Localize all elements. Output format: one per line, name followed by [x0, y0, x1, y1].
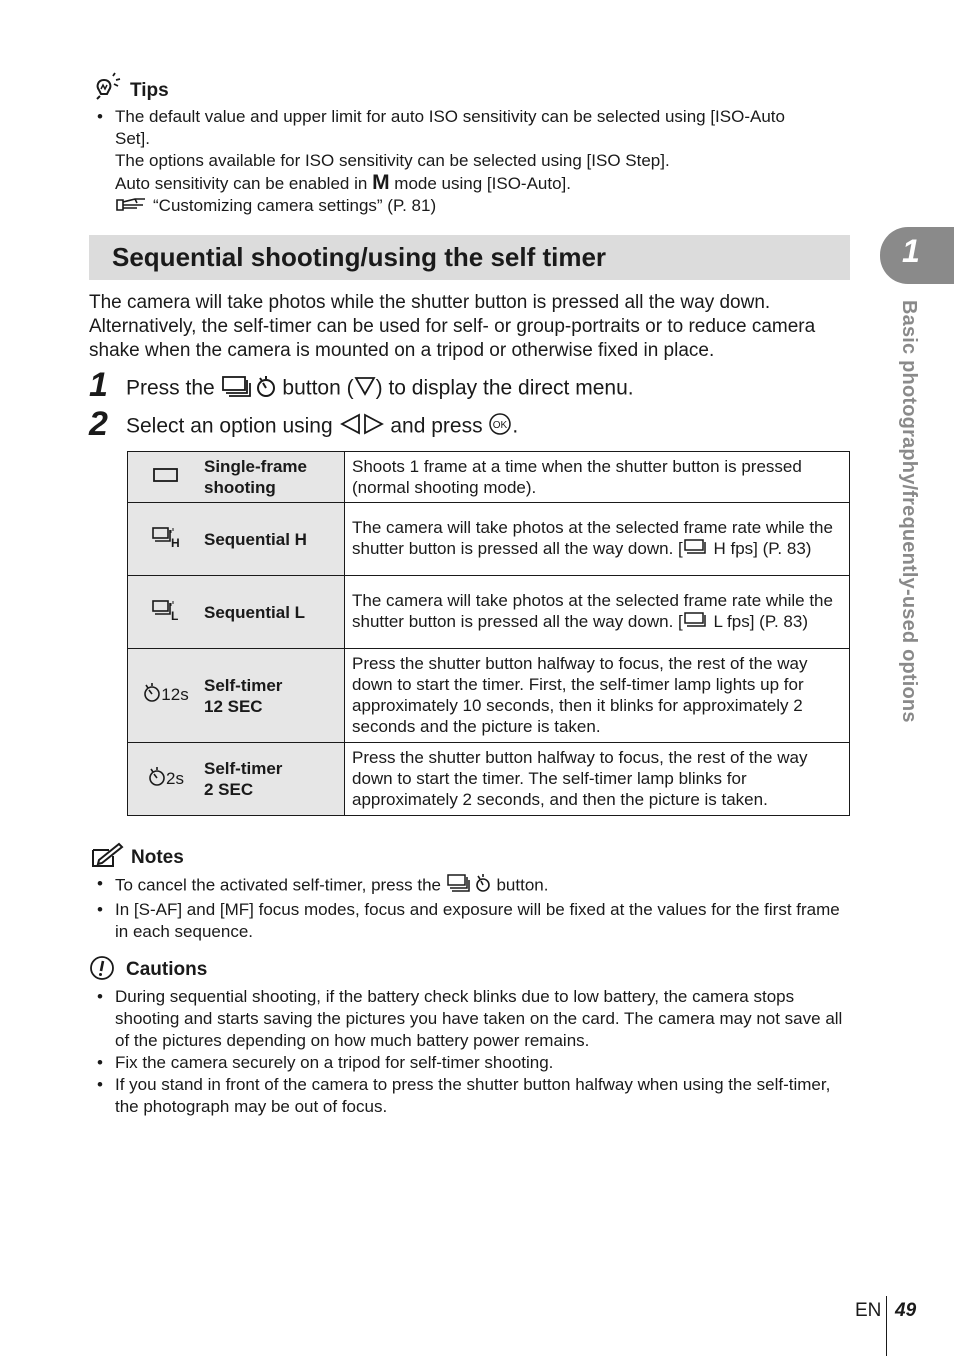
drive-modes-table [127, 451, 850, 816]
chapter-tab [880, 227, 954, 284]
step-number: 2 [89, 405, 108, 443]
mode-description-text: The camera will take photos at the selected frame rate while the shutter button is pressed all the way down. [ [352, 517, 833, 558]
mode-description: Press the shutter button halfway to focus, the rest of the way down to start the timer. First, the self-timer lamp lights up for approximately 10 seconds, then it blinks for approximately 2 seconds and the picture is taken. [345, 649, 850, 743]
table-row [128, 743, 850, 816]
mode-m-glyph: M [372, 171, 390, 194]
mode-icon-cell [128, 576, 205, 649]
chapter-label: Basic photography/frequently-used options [898, 300, 920, 723]
mode-name-cell [204, 649, 345, 743]
self-timer-icon [148, 767, 166, 792]
mode-icon-cell [128, 743, 205, 816]
table-row [128, 576, 850, 649]
tips-text: The options available for ISO sensitivity can be selected using [ISO Step]. [115, 151, 670, 170]
footer-language: EN [855, 1300, 882, 1321]
sequential-h-icon [151, 526, 181, 553]
mode-icon-label: 2s [166, 768, 184, 788]
sequential-icon [683, 539, 709, 560]
mode-icon-cell [128, 452, 205, 503]
tips-item [89, 106, 789, 218]
notes-text: To cancel the activated self-timer, press the [115, 875, 441, 895]
tips-title: Tips [130, 80, 169, 101]
mode-name: Single-frame [204, 457, 307, 476]
mode-name-cell [204, 576, 345, 649]
mode-description [345, 576, 850, 649]
mode-name: Self-timer [204, 675, 283, 695]
sequential-l-icon [151, 599, 181, 626]
step-1-text [126, 373, 634, 405]
step-text: . [512, 414, 519, 438]
notes-item: • In [S-AF] and [MF] focus modes, focus and exposure will be fixed at the values for the first frame in each sequence. [89, 899, 854, 943]
drive-button-icon [446, 873, 492, 899]
ok-button-icon [488, 412, 512, 442]
tips-text: mode using [ISO-Auto]. [394, 174, 571, 193]
sequential-icon [683, 612, 709, 633]
footer-divider [886, 1296, 887, 1356]
mode-name: 12 SEC [204, 696, 263, 716]
tips-text: The default value and upper limit for auto ISO sensitivity can be selected using [ISO-Auto Set]. [115, 107, 785, 148]
section-title: Sequential shooting/using the self timer [112, 242, 607, 272]
section-intro: The camera will take photos while the shutter button is pressed all the way down. Alternatively, the self-timer can be used for self- or group-portraits or to reduce camera shake when the camera is mounted on a tripod or otherwise fixed in place. [89, 292, 816, 361]
table-row [128, 503, 850, 576]
page-number: 49 [895, 1300, 917, 1321]
mode-name: Sequential L [204, 602, 306, 622]
cautions-list [89, 986, 854, 1118]
svg-text:OK: OK [493, 420, 508, 431]
step-2-text [126, 412, 518, 442]
cautions-item: • If you stand in front of the camera to press the shutter button halfway when using the self-timer, the photograph may be out of focus. [89, 1074, 854, 1118]
mode-name: shooting [204, 478, 276, 497]
notes-icon [91, 842, 123, 873]
mode-description-text: The camera will take photos at the selected frame rate while the shutter button is pressed all the way down. [ [352, 590, 833, 631]
mode-name-cell [204, 452, 345, 503]
caution-icon [89, 955, 115, 986]
mode-name: Self-timer [204, 759, 283, 778]
step-text: Select an option using [126, 414, 333, 438]
table-row [128, 452, 850, 503]
mode-icon-label: L [171, 608, 179, 623]
left-right-arrows-icon [339, 413, 385, 441]
step-number: 1 [89, 366, 108, 404]
tips-text: Auto sensitivity can be enabled in [115, 174, 368, 193]
mode-name-cell [204, 743, 345, 816]
notes-title: Notes [131, 847, 184, 868]
drive-button-icon [221, 373, 277, 405]
step-text: Press the [126, 376, 215, 400]
mode-name-cell [204, 503, 345, 576]
mode-icon-cell [128, 503, 205, 576]
mode-name: Sequential H [204, 529, 307, 549]
reference-hand-icon [115, 196, 147, 218]
mode-description-text: H fps] (P. 83) [713, 538, 812, 558]
mode-description: Press the shutter button halfway to focus, the rest of the way down to start the timer. The self-timer lamp blinks for approximately 2 seconds, and then the picture is taken. [345, 743, 850, 816]
single-frame-icon [153, 467, 179, 483]
cautions-item: • Fix the camera securely on a tripod for self-timer shooting. [89, 1052, 854, 1074]
cautions-item: • During sequential shooting, if the battery check blinks due to low battery, the camera stops shooting and starts saving the pictures you have taken on the card. The camera may not save all of the pictures depending on how much battery power remains. [89, 986, 854, 1052]
step-text: and press [390, 414, 483, 438]
step-text: button ( [282, 376, 354, 400]
section-header [89, 235, 850, 280]
mode-description [345, 503, 850, 576]
table-row [128, 649, 850, 743]
notes-item [89, 873, 854, 899]
tips-reference: “Customizing camera settings” (P. 81) [153, 196, 437, 215]
mode-description: Shoots 1 frame at a time when the shutter button is pressed (normal shooting mode). [345, 452, 850, 503]
notes-list [89, 873, 854, 943]
notes-text: button. [496, 875, 549, 895]
mode-icon-label: 12s [161, 684, 189, 704]
mode-description-text: L fps] (P. 83) [713, 611, 808, 631]
mode-icon-cell [128, 649, 205, 743]
down-arrow-icon [354, 376, 376, 402]
step-text: ) to display the direct menu. [375, 376, 634, 400]
tips-list [89, 106, 789, 218]
mode-icon-label: H [171, 535, 180, 550]
mode-name: 2 SEC [204, 780, 254, 799]
chapter-number: 1 [902, 233, 920, 269]
tips-icon [92, 72, 122, 107]
self-timer-icon [143, 683, 161, 708]
cautions-title: Cautions [126, 959, 208, 980]
